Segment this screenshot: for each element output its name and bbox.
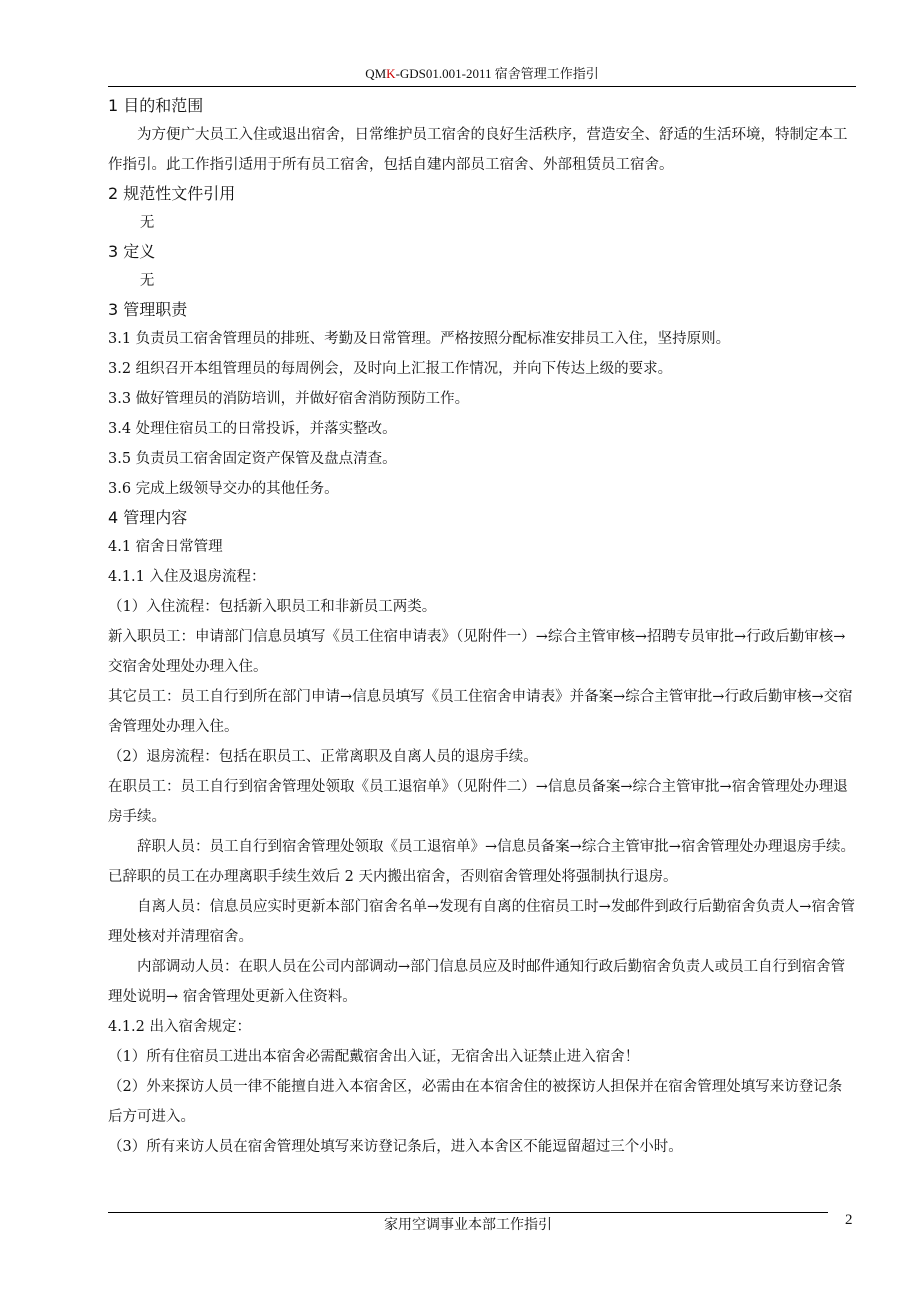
section-2-text: 无: [139, 215, 155, 231]
duty-item: 3.6 完成上级领导交办的其他任务。: [108, 481, 339, 497]
footer-divider: [108, 1212, 828, 1213]
checkin-process: （1）入住流程：包括新入职员工和非新员工两类。: [108, 599, 437, 615]
section-1-paragraph: 为方便广大员工入住或退出宿舍，日常维护员工宿舍的良好生活秩序，营造安全、舒适的生活环境，特制定本工作指引。此工作指引适用于所有员工宿舍，包括自建内部员工宿舍、外部租赁员工宿舍。: [108, 127, 848, 173]
self-left-checkout: 自离人员：信息员应实时更新本部门宿舍名单→发现有自离的住宿员工时→发邮件到政行后勤宿舍负责人→宿舍管理处核对并清理宿舍。: [108, 899, 855, 945]
rule-item: （2）外来探访人员一律不能擅自进入本宿舍区，必需由在本宿舍住的被探访人担保并在宿舍管理处填写来访登记条后方可进入。: [108, 1079, 843, 1125]
doc-code: QMK-GDS01.001-2011: [365, 66, 492, 81]
duty-item: 3.3 做好管理员的消防培训，并做好宿舍消防预防工作。: [108, 391, 470, 407]
subsection-4-1: 4.1 宿舍日常管理: [108, 539, 223, 555]
footer-title: 家用空调事业本部工作指引: [384, 1217, 552, 1233]
other-employee-process: 其它员工：员工自行到所在部门申请→信息员填写《员工住宿舍申请表》并备案→综合主管审批→行政后勤审核→交宿舍管理处办理入住。: [108, 689, 853, 735]
duty-item: 3.5 负责员工宿舍固定资产保管及盘点清查。: [108, 451, 397, 467]
document-body: [108, 92, 856, 1162]
section-3b-heading: 3 管理职责: [108, 300, 188, 319]
new-employee-process: 新入职员工：申请部门信息员填写《员工住宿申请表》（见附件一）→综合主管审核→招聘专员审批→行政后勤审核→交宿舍处理处办理入住。: [108, 629, 846, 675]
duty-item: 3.2 组织召开本组管理员的每周例会，及时向上汇报工作情况，并向下传达上级的要求。: [108, 361, 673, 377]
page-header: [108, 64, 856, 87]
current-employee-checkout: 在职员工：员工自行到宿舍管理处领取《员工退宿单》（见附件二）→信息员备案→综合主管审批→宿舍管理处办理退房手续。: [108, 779, 848, 825]
section-3-heading: 3 定义: [108, 242, 156, 261]
resigned-checkout: 辞职人员：员工自行到宿舍管理处领取《员工退宿单》→信息员备案→综合主管审批→宿舍管理处办理退房手续。已辞职的员工在办理离职手续生效后 2 天内搬出宿舍，否则宿舍管理处将强制执行退房。: [108, 839, 855, 885]
section-2-heading: 2 规范性文件引用: [108, 184, 236, 203]
transfer-checkout: 内部调动人员：在职人员在公司内部调动→部门信息员应及时邮件通知行政后勤宿舍负责人或员工自行到宿舍管理处说明→ 宿舍管理处更新入住资料。: [108, 959, 846, 1005]
doc-title: 宿舍管理工作指引: [494, 66, 599, 81]
section-4-heading: 4 管理内容: [108, 508, 188, 527]
page-number: 2: [845, 1212, 853, 1228]
duty-item: 3.4 处理住宿员工的日常投诉，并落实整改。: [108, 421, 397, 437]
checkout-process: （2）退房流程：包括在职员工、正常离职及自离人员的退房手续。: [108, 749, 538, 765]
section-3-text: 无: [139, 273, 155, 289]
rule-item: （3）所有来访人员在宿舍管理处填写来访登记条后，进入本舍区不能逗留超过三个小时。: [108, 1139, 683, 1155]
duty-item: 3.1 负责员工宿舍管理员的排班、考勤及日常管理。严格按照分配标准安排员工入住，坚持原则。: [108, 331, 731, 347]
subsection-4-1-1: 4.1.1 入住及退房流程：: [108, 569, 266, 585]
subsection-4-1-2: 4.1.2 出入宿舍规定：: [108, 1019, 252, 1035]
rule-item: （1）所有住宿员工进出本宿舍必需配戴宿舍出入证，无宿舍出入证禁止进入宿舍！: [108, 1049, 640, 1065]
section-1-heading: 1 目的和范围: [108, 96, 204, 115]
